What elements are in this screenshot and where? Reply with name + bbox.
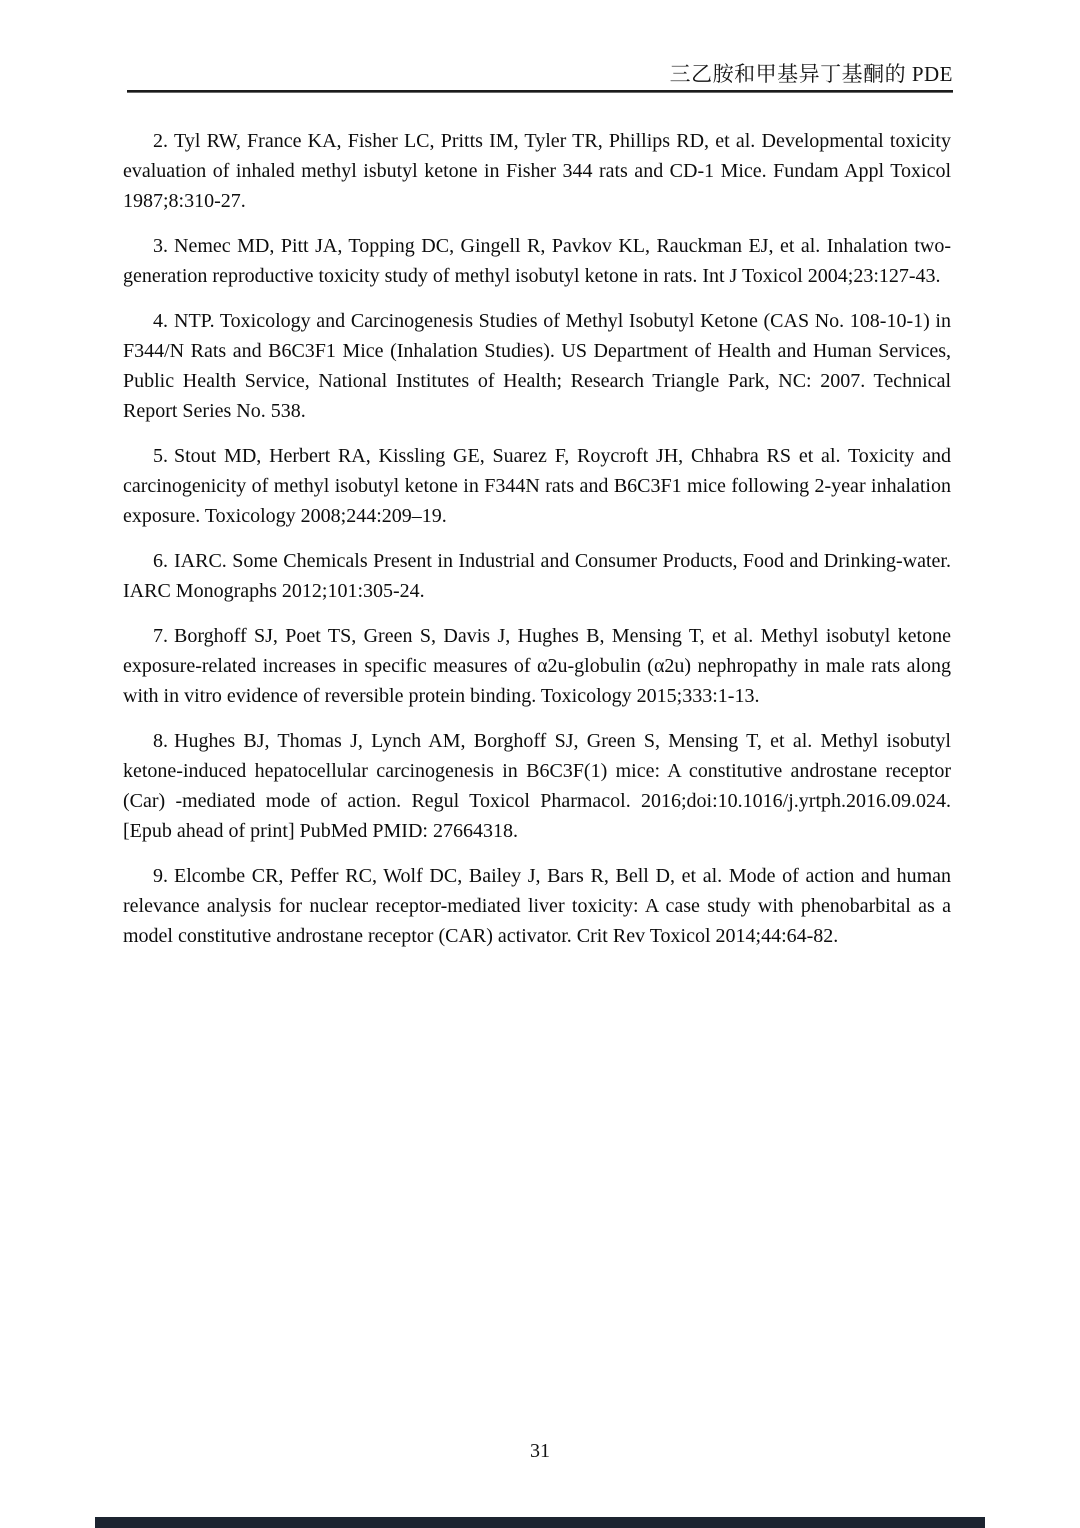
references-list <box>123 126 951 966</box>
reference-text: NTP. Toxicology and Carcinogenesis Studies of Methyl Isobutyl Ketone (CAS No. 108-10-1) in F344/N Rats and B6C3F1 Mice (Inhalation Studies). US Department of Health and Human Services, Public Health Service, National Institutes of Health; Research Triangle Park, NC: 2007. Technical Report Series No. 538. <box>123 310 951 422</box>
reference-text: IARC. Some Chemicals Present in Industrial and Consumer Products, Food and Drinking-water. IARC Monographs 2012;101:305-24. <box>123 550 951 602</box>
reference-item <box>123 306 951 426</box>
reference-number: 2. <box>153 130 168 152</box>
reference-text: Tyl RW, France KA, Fisher LC, Pritts IM, Tyler TR, Phillips RD, et al. Developmental toxicity evaluation of inhaled methyl isbutyl ketone in Fisher 344 rats and CD-1 Mice. Fundam Appl Toxicol 1987;8:310-27. <box>123 130 951 212</box>
reference-text: Nemec MD, Pitt JA, Topping DC, Gingell R, Pavkov KL, Rauckman EJ, et al. Inhalation two-generation reproductive toxicity study of methyl isobutyl ketone in rats. Int J Toxicol 2004;23:127-43. <box>123 235 951 287</box>
reference-text: Stout MD, Herbert RA, Kissling GE, Suarez F, Roycroft JH, Chhabra RS et al. Toxicity and carcinogenicity of methyl isobutyl ketone in F344N rats and B6C3F1 mice following 2-year inhalation exposure. Toxicology 2008;244:209–19. <box>123 445 951 527</box>
reference-text: Elcombe CR, Peffer RC, Wolf DC, Bailey J, Bars R, Bell D, et al. Mode of action and human relevance analysis for nuclear receptor-mediated liver toxicity: A case study with phenobarbital as a model constitutive androstane receptor (CAR) activator. Crit Rev Toxicol 2014;44:64-82. <box>123 865 951 947</box>
reference-number: 9. <box>153 865 168 887</box>
reference-number: 7. <box>153 625 168 647</box>
reference-number: 8. <box>153 730 168 752</box>
reference-text: Hughes BJ, Thomas J, Lynch AM, Borghoff SJ, Green S, Mensing T, et al. Methyl isobutyl ketone-induced hepatocellular carcinogenesis in B6C3F(1) mice: A constitutive androstane receptor (Car) -mediated mode of action. Regul Toxicol Pharmacol. 2016;doi:10.1016/j.yrtph.2016.09.024. [Epub ahead of print] PubMed PMID: 27664318. <box>123 730 951 842</box>
reference-item <box>123 621 951 711</box>
reference-item <box>123 231 951 291</box>
reference-item <box>123 546 951 606</box>
reference-number: 3. <box>153 235 168 257</box>
reference-item <box>123 441 951 531</box>
reference-item <box>123 726 951 846</box>
page-edge-bar <box>95 1517 985 1528</box>
page-header-title: 三乙胺和甲基异丁基酮的 PDE <box>669 62 953 86</box>
reference-item <box>123 126 951 216</box>
reference-item <box>123 861 951 951</box>
reference-number: 4. <box>153 310 168 332</box>
page-number: 31 <box>530 1440 550 1462</box>
reference-number: 6. <box>153 550 168 572</box>
reference-text: Borghoff SJ, Poet TS, Green S, Davis J, Hughes B, Mensing T, et al. Methyl isobutyl ketone exposure-related increases in specific measures of α2u-globulin (α2u) nephropathy in male rats along with in vitro evidence of reversible protein binding. Toxicology 2015;333:1-13. <box>123 625 951 707</box>
reference-number: 5. <box>153 445 168 467</box>
header-rule <box>127 90 953 93</box>
